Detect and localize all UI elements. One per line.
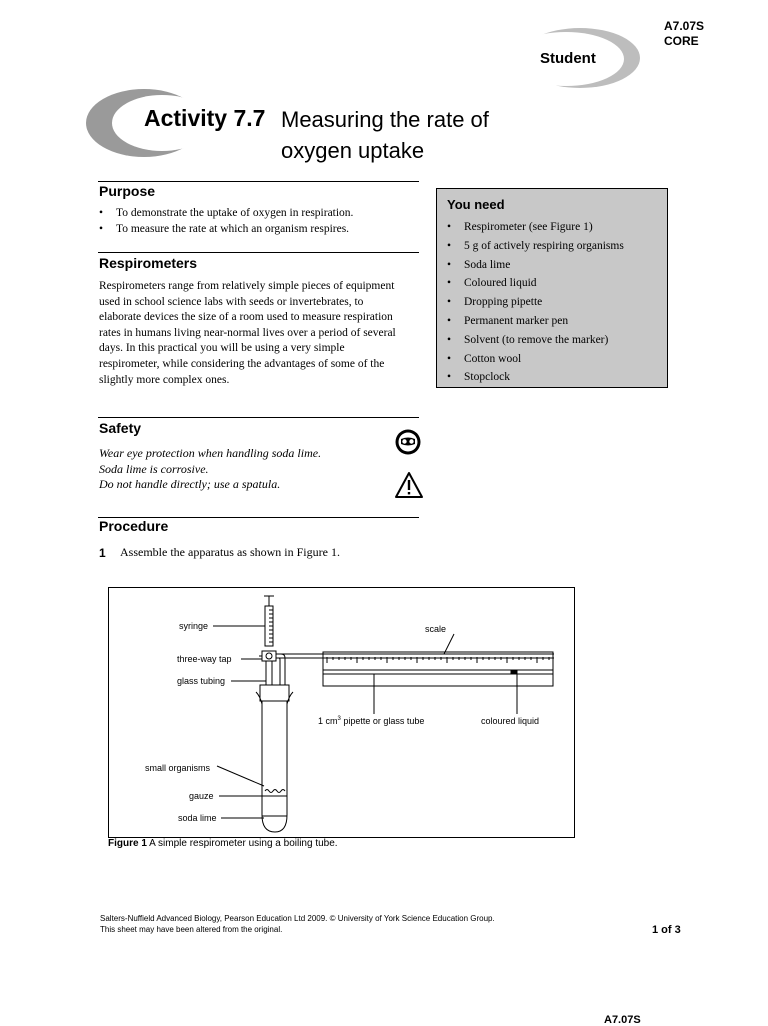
section-divider <box>98 417 419 418</box>
respirometers-text: Respirometers range from relatively simple pieces of equipment used in school science labs with seeds or invertebrates, to elaborate devices the size of a room used to measure respiration rates in humans living near-normal lives over a period of several days. In this practical you will be using a very simple respirometer, while considering the advantages of some of the slightly more complex ones. <box>99 280 396 386</box>
label-three-way-tap: three-way tap <box>177 654 232 664</box>
boiling-tube-shape <box>262 701 287 832</box>
label-pipette: 1 $cm^3$ pipette or glass tube <box>318 716 425 726</box>
label-small-organisms: small organisms <box>145 763 211 773</box>
warning-icon <box>394 471 424 499</box>
eye-protection-icon <box>394 428 422 456</box>
you-need-box <box>436 188 668 388</box>
purpose-heading: Purpose <box>99 183 156 199</box>
label-glass-tubing: glass tubing <box>177 676 226 686</box>
safety-heading: Safety <box>99 420 142 436</box>
list-item: • 5 g of actively respiring organisms <box>447 237 624 256</box>
label-soda-lime: soda lime <box>178 813 217 823</box>
figure-1 <box>108 587 575 838</box>
label-scale: scale <box>425 624 447 634</box>
step-text: Assemble the apparatus as shown in Figure 1. <box>120 545 340 559</box>
document-code: A7.07S CORE <box>664 19 705 48</box>
list-item: • Soda lime <box>447 256 624 275</box>
list-item: • Cotton wool <box>447 350 624 369</box>
section-divider <box>98 252 419 253</box>
label-coloured-liquid: coloured liquid <box>481 716 540 726</box>
list-item: • To demonstrate the uptake of oxygen in respiration. <box>99 206 419 222</box>
activity-title: Measuring the rate of oxygen uptake <box>281 107 489 163</box>
list-item: • To measure the rate at which an organism respires. <box>99 222 419 238</box>
safety-text: Wear eye protection when handling soda lime. Soda lime is corrosive. Do not handle directly; use a spatula. <box>99 446 322 491</box>
you-need-list <box>447 218 624 387</box>
section-divider <box>98 181 419 182</box>
list-item: • Respirometer (see Figure 1) <box>447 218 624 237</box>
footer-code: A7.07S <box>604 1014 641 1026</box>
list-item: • Permanent marker pen <box>447 312 624 331</box>
respirometers-heading: Respirometers <box>99 255 198 271</box>
list-item: • Stopclock <box>447 368 624 387</box>
list-item: • Coloured liquid <box>447 274 624 293</box>
label-syringe: syringe <box>179 621 209 631</box>
step-number: 1 <box>99 546 106 560</box>
procedure-heading: Procedure <box>99 518 169 534</box>
list-item: • Dropping pipette <box>447 293 624 312</box>
footer-copyright: Salters-Nuffield Advanced Biology, Pearson Education Ltd 2009. © University of York Science Education Group. This sheet may have been altered from the original. <box>100 914 495 934</box>
coloured-liquid-marker <box>511 670 517 674</box>
purpose-list <box>99 206 419 237</box>
figure-caption: Figure 1 A simple respirometer using a boiling tube. <box>108 838 338 849</box>
respirometer-diagram <box>109 588 574 837</box>
label-gauze: gauze <box>189 791 214 801</box>
you-need-heading: You need <box>447 197 505 212</box>
page-number: 1 of 3 <box>652 924 681 936</box>
list-item: • Solvent (to remove the marker) <box>447 331 624 350</box>
activity-number: Activity 7.7 <box>144 105 266 131</box>
student-label: Student <box>540 50 596 67</box>
